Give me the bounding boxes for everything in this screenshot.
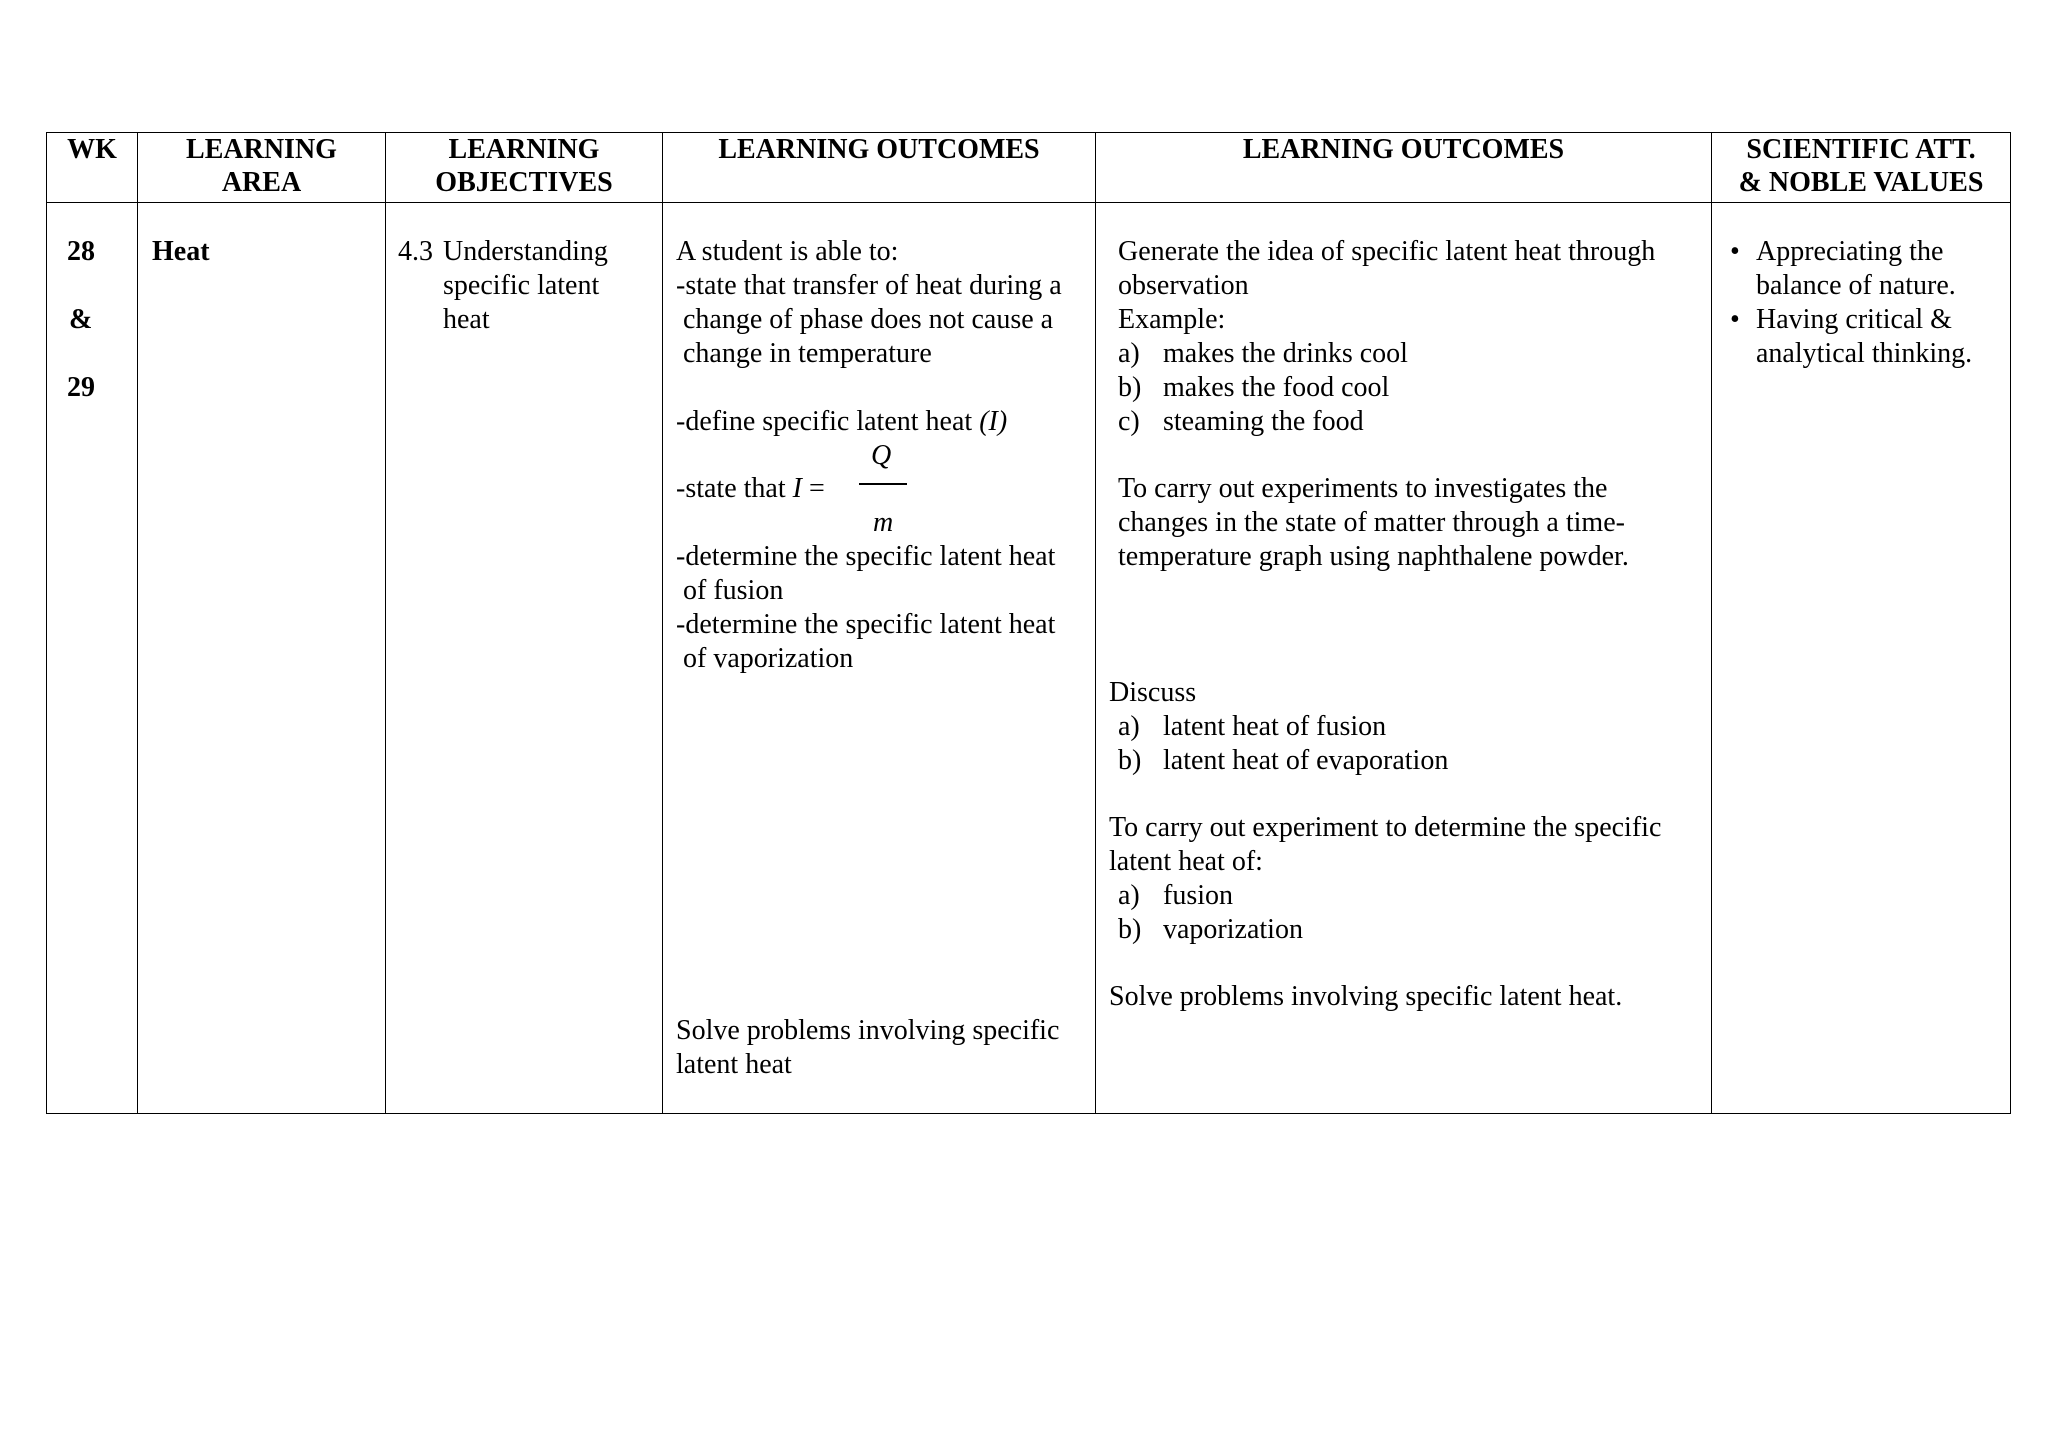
header-learning-outcomes-2: LEARNING OUTCOMES — [1096, 133, 1712, 203]
header-learning-outcomes-1: LEARNING OUTCOMES — [663, 133, 1096, 203]
objective-line: specific latent — [443, 270, 600, 301]
value-text: Appreciating the — [1756, 236, 1944, 267]
lesson-plan-table — [46, 132, 2011, 1114]
activity-text: Generate the idea of specific latent heat through — [1118, 236, 1656, 267]
list-item: latent heat of fusion — [1163, 711, 1387, 742]
week-ampersand: & — [69, 304, 93, 335]
activity-text: To carry out experiment to determine the specific — [1109, 812, 1662, 843]
list-item: fusion — [1163, 880, 1233, 911]
table-row — [47, 203, 2011, 1114]
objective-number: 4.3 — [398, 236, 433, 267]
formula-numerator: Q — [871, 440, 892, 471]
list-marker: a) — [1118, 880, 1140, 911]
activity-text: changes in the state of matter through a time- — [1118, 507, 1625, 538]
header-learning-objectives: LEARNING OBJECTIVES — [386, 133, 663, 203]
list-marker: b) — [1118, 914, 1142, 945]
outcome-text: Solve problems involving specific — [676, 1015, 1060, 1046]
outcome-text: -determine the specific latent heat — [676, 609, 1056, 640]
objective-line: heat — [443, 304, 490, 335]
cell-scientific-values — [1712, 203, 2011, 1114]
activity-text: Discuss — [1109, 677, 1197, 708]
header-learning-area: LEARNING AREA — [138, 133, 386, 203]
list-marker: c) — [1118, 406, 1140, 437]
cell-learning-outcomes-1 — [663, 203, 1096, 1114]
cell-wk — [47, 203, 138, 1114]
week-number: 29 — [67, 372, 95, 403]
activity-text: Example: — [1118, 304, 1226, 335]
header-scientific-values: SCIENTIFIC ATT. & NOBLE VALUES — [1712, 133, 2011, 203]
outcome-text: change of phase does not cause a — [683, 304, 1054, 335]
cell-learning-area — [138, 203, 386, 1114]
outcome-text: change in temperature — [683, 338, 932, 369]
activity-text: observation — [1118, 270, 1249, 301]
outcome-text: -state that transfer of heat during a — [676, 270, 1062, 301]
header-wk: WK — [47, 133, 138, 203]
list-item: steaming the food — [1163, 406, 1364, 437]
list-item: makes the drinks cool — [1163, 338, 1408, 369]
activity-text: latent heat of: — [1109, 846, 1263, 877]
header-row — [47, 133, 2011, 203]
outcome-text: of vaporization — [683, 643, 854, 674]
formula-text: -state that I = — [676, 473, 825, 504]
objective-line: Understanding — [443, 236, 608, 267]
list-marker: a) — [1118, 338, 1140, 369]
outcome-text: -determine the specific latent heat — [676, 541, 1056, 572]
formula-denominator: m — [873, 507, 894, 538]
list-item: vaporization — [1163, 914, 1303, 945]
outcome-text: A student is able to: — [676, 236, 899, 267]
formula-fraction-bar — [859, 483, 907, 485]
value-text: balance of nature. — [1756, 270, 1956, 301]
bullet-icon: • — [1730, 236, 1740, 267]
list-marker: a) — [1118, 711, 1140, 742]
list-item: makes the food cool — [1163, 372, 1390, 403]
activity-text: Solve problems involving specific latent heat. — [1109, 981, 1623, 1012]
bullet-icon: • — [1730, 304, 1740, 335]
list-marker: b) — [1118, 745, 1142, 776]
week-number: 28 — [67, 236, 95, 267]
value-text: analytical thinking. — [1756, 338, 1973, 369]
activity-text: To carry out experiments to investigates the — [1118, 473, 1608, 504]
learning-area-text: Heat — [152, 236, 210, 267]
cell-learning-outcomes-2 — [1096, 203, 1712, 1114]
outcome-text: of fusion — [683, 575, 784, 606]
activity-text: temperature graph using naphthalene powder. — [1118, 541, 1629, 572]
cell-learning-objectives — [386, 203, 663, 1114]
outcome-text: -define specific latent heat (I) — [676, 406, 1008, 437]
value-text: Having critical & — [1756, 304, 1952, 335]
list-marker: b) — [1118, 372, 1142, 403]
outcome-text: latent heat — [676, 1049, 792, 1080]
list-item: latent heat of evaporation — [1163, 745, 1449, 776]
